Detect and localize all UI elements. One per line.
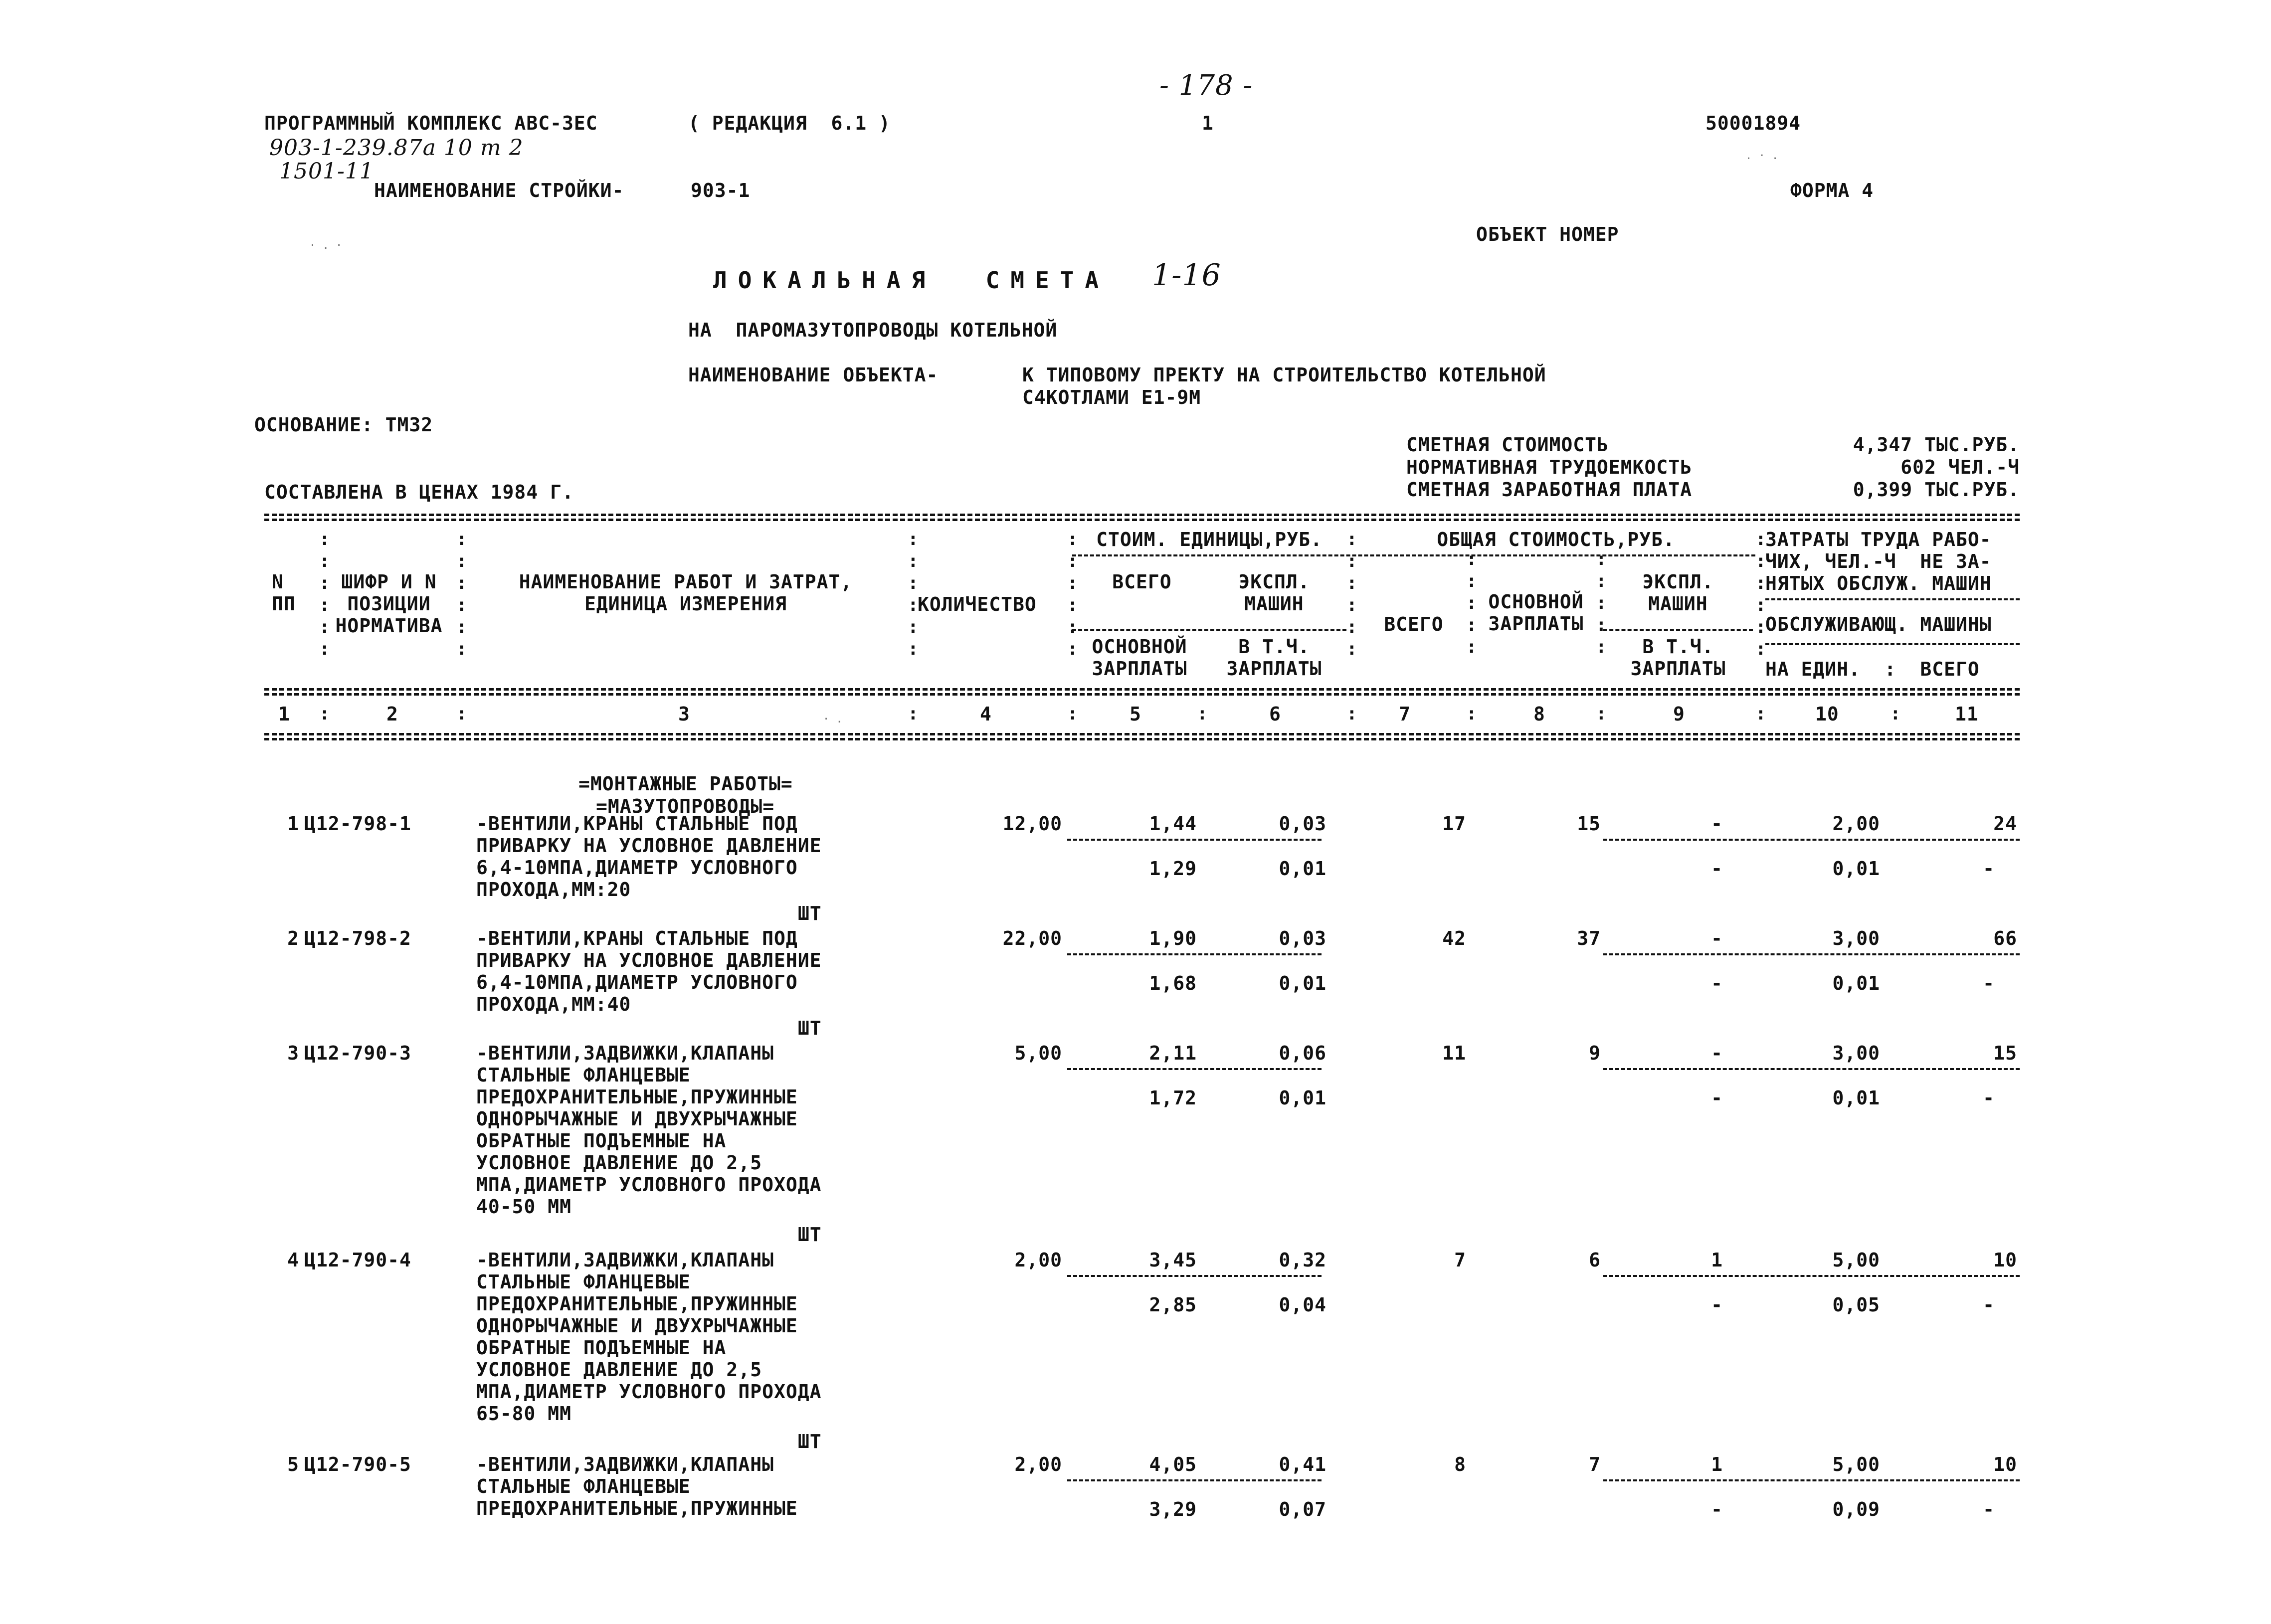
row-machine-labor-total: - [1983, 1087, 1995, 1109]
row-total-machine-wages: - [1711, 972, 1723, 994]
row-labor-total: 10 [1993, 1249, 2017, 1271]
header-col8: ОСНОВНОЙ ЗАРПЛАТЫ [1488, 591, 1584, 635]
row-labor-unit: 3,00 [1832, 1042, 1880, 1064]
numbers-bottom-rule-2 [264, 738, 2020, 740]
row-number: 2 [287, 927, 299, 949]
object-name-line1: К ТИПОВОМУ ПРЕКТУ НА СТРОИТЕЛЬСТВО КОТЕЛЬНОЙ [1022, 364, 1546, 386]
row-total-machines: - [1711, 813, 1723, 835]
row-unit-wages: 1,29 [1149, 858, 1197, 880]
column-number: 3 [678, 703, 690, 725]
header-col9a: ЭКСПЛ. МАШИН [1642, 571, 1714, 615]
row-total-machine-wages: - [1711, 1087, 1723, 1109]
row-code: Ц12-790-4 [304, 1249, 411, 1271]
col-sep: : [1466, 704, 1477, 724]
row-divider [1067, 1275, 1322, 1277]
object-name-line2: С4КОТЛАМИ Е1-9М [1022, 386, 1201, 408]
row-divider [1067, 953, 1322, 955]
row-labor-unit: 5,00 [1832, 1453, 1880, 1475]
handwritten-code-2: 1501-11 [279, 159, 374, 184]
row-unit-machines: 0,41 [1279, 1453, 1326, 1475]
summary-label-labor: НОРМАТИВНАЯ ТРУДОЕМКОСТЬ [1406, 456, 1693, 478]
row-machine-labor-unit: 0,09 [1832, 1498, 1880, 1520]
row-total-wages: 9 [1589, 1042, 1601, 1064]
row-code: Ц12-798-2 [304, 927, 411, 949]
section-subheading: =МАЗУТОПРОВОДЫ= [596, 795, 775, 817]
row-divider [1067, 839, 1322, 841]
col-sep: : : : : : : [319, 529, 330, 659]
header-inner-rule [1603, 629, 1753, 631]
col-sep: : [908, 704, 919, 724]
scan-speck: · . [823, 713, 843, 725]
object-number: ОБЪЕКТ НОМЕР [1476, 223, 1619, 245]
column-number: 1 [278, 703, 290, 725]
row-unit-total: 2,11 [1149, 1042, 1197, 1064]
col-sep: : [1067, 704, 1078, 724]
construction-label: НАИМЕНОВАНИЕ СТРОЙКИ- [374, 180, 624, 201]
row-unit: ШТ [798, 902, 822, 924]
column-number: 11 [1955, 703, 1979, 725]
row-number: 5 [287, 1453, 299, 1475]
row-number: 4 [287, 1249, 299, 1271]
summary-label-cost: СМЕТНАЯ СТОИМОСТЬ [1406, 434, 1609, 456]
column-number: 6 [1269, 703, 1281, 725]
row-total-machines: - [1711, 927, 1723, 949]
row-labor-total: 66 [1993, 927, 2017, 949]
col-sep: : [1755, 704, 1766, 724]
row-unit-machine-wages: 0,01 [1279, 1087, 1326, 1109]
row-machine-labor-unit: 0,01 [1832, 1087, 1880, 1109]
row-labor-unit: 3,00 [1832, 927, 1880, 949]
row-total-machine-wages: - [1711, 858, 1723, 880]
basis: ОСНОВАНИЕ: ТМ32 [254, 414, 433, 436]
header-inner-rule [1072, 629, 1346, 631]
header-total-cost: ОБЩАЯ СТОИМОСТЬ,РУБ. [1437, 529, 1675, 550]
header-col5a: ВСЕГО [1112, 571, 1172, 593]
estimate-subject: НА ПАРОМАЗУТОПРОВОДЫ КОТЕЛЬНОЙ [688, 319, 1058, 341]
col-sep: : : : : : : [456, 529, 467, 659]
header-col6b: В Т.Ч. ЗАРПЛАТЫ [1226, 636, 1322, 680]
row-unit-total: 1,44 [1149, 813, 1197, 835]
header-col5b: ОСНОВНОЙ ЗАРПЛАТЫ [1092, 636, 1187, 680]
row-total-machines: - [1711, 1042, 1723, 1064]
row-quantity: 2,00 [1014, 1453, 1062, 1475]
row-unit-machines: 0,06 [1279, 1042, 1326, 1064]
row-unit: ШТ [798, 1431, 822, 1452]
row-machine-labor-total: - [1983, 972, 1995, 994]
row-unit-total: 4,05 [1149, 1453, 1197, 1475]
row-unit-wages: 3,29 [1149, 1498, 1197, 1520]
row-unit-machine-wages: 0,07 [1279, 1498, 1326, 1520]
header-col9b: В Т.Ч. ЗАРПЛАТЫ [1630, 636, 1726, 680]
row-divider [1603, 953, 2020, 955]
header-labor: ЗАТРАТЫ ТРУДА РАБО- ЧИХ, ЧЕЛ.-Ч НЕ ЗА- НЯТЫХ ОБСЛУЖ. МАШИН [1765, 529, 1992, 594]
summary-label-wages: СМЕТНАЯ ЗАРАБОТНАЯ ПЛАТА [1406, 479, 1693, 501]
row-quantity: 2,00 [1014, 1249, 1062, 1271]
row-unit-machine-wages: 0,01 [1279, 858, 1326, 880]
page-number: 1 [1202, 112, 1214, 134]
row-divider [1603, 1275, 2020, 1277]
row-quantity: 5,00 [1014, 1042, 1062, 1064]
col-sep: : : : : : : [1067, 529, 1078, 659]
row-unit: ШТ [798, 1224, 822, 1246]
row-divider [1603, 1479, 2020, 1481]
row-divider [1603, 1068, 2020, 1070]
row-labor-unit: 2,00 [1832, 813, 1880, 835]
row-total: 11 [1442, 1042, 1466, 1064]
row-unit-wages: 1,68 [1149, 972, 1197, 994]
row-description: -ВЕНТИЛИ,КРАНЫ СТАЛЬНЫЕ ПОД ПРИВАРКУ НА УСЛОВНОЕ ДАВЛЕНИЕ 6,4-10МПА,ДИАМЕТР УСЛОВНОГО ПРОХОДА,ММ:20 [476, 813, 822, 901]
header-unit-cost: СТОИМ. ЕДИНИЦЫ,РУБ. [1096, 529, 1323, 550]
header-col6a: ЭКСПЛ. МАШИН [1238, 571, 1310, 615]
scan-speck: · . · [309, 239, 343, 252]
edition: ( РЕДАКЦИЯ 6.1 ) [688, 112, 891, 134]
estimate-title: ЛОКАЛЬНАЯ СМЕТА [713, 267, 1110, 294]
summary-value-cost: 4,347 ТЫС.РУБ. [1853, 434, 2020, 456]
row-total-wages: 7 [1589, 1453, 1601, 1475]
col-sep: : : : : : [1596, 549, 1607, 657]
row-description: -ВЕНТИЛИ,ЗАДВИЖКИ,КЛАПАНЫ СТАЛЬНЫЕ ФЛАНЦЕВЫЕ ПРЕДОХРАНИТЕЛЬНЫЕ,ПРУЖИННЫЕ ОДНОРЫЧАЖНЫЕ И ДВУХРЫЧАЖНЫЕ ОБРАТНЫЕ ПОДЪЕМНЫЕ НА УСЛОВНОЕ ДАВЛЕНИЕ ДО 2,5 МПА,ДИАМЕТР УСЛОВНОГО ПРОХОДА 65-80 ММ [476, 1249, 822, 1425]
row-labor-unit: 5,00 [1832, 1249, 1880, 1271]
header-col7: ВСЕГО [1384, 613, 1444, 635]
row-unit-machines: 0,32 [1279, 1249, 1326, 1271]
row-labor-total: 15 [1993, 1042, 2017, 1064]
page-number-handwritten: - 178 - [1159, 69, 1253, 102]
header-labor-machines: ОБСЛУЖИВАЮЩ. МАШИНЫ [1765, 613, 1992, 635]
document-code: 50001894 [1705, 112, 1801, 134]
column-number: 9 [1673, 703, 1685, 725]
col-sep: : [456, 704, 467, 724]
row-unit-wages: 1,72 [1149, 1087, 1197, 1109]
row-machine-labor-unit: 0,01 [1832, 972, 1880, 994]
row-total-machines: 1 [1711, 1249, 1723, 1271]
header-col3: НАИМЕНОВАНИЕ РАБОТ И ЗАТРАТ, ЕДИНИЦА ИЗМЕРЕНИЯ [519, 571, 853, 615]
form-number: ФОРМА 4 [1790, 180, 1874, 201]
row-quantity: 22,00 [1002, 927, 1062, 949]
row-divider [1067, 1479, 1322, 1481]
object-label: НАИМЕНОВАНИЕ ОБЪЕКТА- [688, 364, 939, 386]
row-labor-total: 24 [1993, 813, 2017, 835]
row-total-machine-wages: - [1711, 1498, 1723, 1520]
row-unit: ШТ [798, 1017, 822, 1039]
row-total: 8 [1454, 1453, 1466, 1475]
row-total-machine-wages: - [1711, 1294, 1723, 1316]
row-total-wages: 6 [1589, 1249, 1601, 1271]
row-quantity: 12,00 [1002, 813, 1062, 835]
construction-value: 903-1 [691, 180, 751, 201]
row-description: -ВЕНТИЛИ,КРАНЫ СТАЛЬНЫЕ ПОД ПРИВАРКУ НА УСЛОВНОЕ ДАВЛЕНИЕ 6,4-10МПА,ДИАМЕТР УСЛОВНОГО ПРОХОДА,ММ:40 [476, 927, 822, 1015]
row-total-machines: 1 [1711, 1453, 1723, 1475]
section-heading: =МОНТАЖНЫЕ РАБОТЫ= [578, 773, 793, 795]
row-divider [1067, 1068, 1322, 1070]
row-unit-machine-wages: 0,01 [1279, 972, 1326, 994]
col-sep: : [1890, 704, 1901, 724]
col-sep: : : : : : : [908, 529, 919, 659]
header-inner-rule [1765, 598, 2020, 600]
row-number: 3 [287, 1042, 299, 1064]
row-machine-labor-total: - [1983, 1294, 1995, 1316]
column-number: 4 [980, 703, 992, 725]
row-total: 7 [1454, 1249, 1466, 1271]
row-total: 17 [1442, 813, 1466, 835]
row-description: -ВЕНТИЛИ,ЗАДВИЖКИ,КЛАПАНЫ СТАЛЬНЫЕ ФЛАНЦЕВЫЕ ПРЕДОХРАНИТЕЛЬНЫЕ,ПРУЖИННЫЕ [476, 1453, 798, 1519]
row-labor-total: 10 [1993, 1453, 2017, 1475]
table-top-rule-2 [264, 519, 2020, 521]
column-number: 5 [1130, 703, 1141, 725]
col-sep: : : : : : : [1755, 529, 1766, 659]
row-code: Ц12-790-3 [304, 1042, 411, 1064]
handwritten-code: 903-1-239.87а 10 т 2 [269, 135, 524, 161]
header-inner-rule [1072, 554, 1755, 556]
row-divider [1603, 839, 2020, 841]
col-sep: : : : : : [1466, 549, 1477, 657]
header-inner-rule [1765, 643, 2020, 645]
header-col1: N ПП [272, 571, 296, 615]
header-col4: КОЛИЧЕСТВО [918, 593, 1037, 615]
column-number: 10 [1815, 703, 1839, 725]
row-unit-wages: 2,85 [1149, 1294, 1197, 1316]
column-number: 2 [386, 703, 398, 725]
row-machine-labor-total: - [1983, 1498, 1995, 1520]
col-sep: : [1346, 704, 1357, 724]
numbers-bottom-rule [264, 733, 2020, 735]
row-total-wages: 15 [1577, 813, 1601, 835]
col-sep: : : : : : : [1346, 529, 1357, 659]
row-machine-labor-unit: 0,05 [1832, 1294, 1880, 1316]
header-bottom-rule [264, 688, 2020, 691]
estimate-number-handwritten: 1-16 [1152, 258, 1221, 293]
row-total: 42 [1442, 927, 1466, 949]
row-code: Ц12-798-1 [304, 813, 411, 835]
row-unit-total: 1,90 [1149, 927, 1197, 949]
row-description: -ВЕНТИЛИ,ЗАДВИЖКИ,КЛАПАНЫ СТАЛЬНЫЕ ФЛАНЦЕВЫЕ ПРЕДОХРАНИТЕЛЬНЫЕ,ПРУЖИННЫЕ ОДНОРЫЧАЖНЫЕ И ДВУХРЫЧАЖНЫЕ ОБРАТНЫЕ ПОДЪЕМНЫЕ НА УСЛОВНОЕ ДАВЛЕНИЕ ДО 2,5 МПА,ДИАМЕТР УСЛОВНОГО ПРОХОДА 40-50 ММ [476, 1042, 822, 1218]
table-top-rule [264, 514, 2020, 516]
row-machine-labor-total: - [1983, 858, 1995, 880]
header-bottom-rule-2 [264, 693, 2020, 696]
row-unit-machine-wages: 0,04 [1279, 1294, 1326, 1316]
row-code: Ц12-790-5 [304, 1453, 411, 1475]
header-col2: ШИФР И N ПОЗИЦИИ НОРМАТИВА [335, 571, 443, 637]
column-number: 8 [1533, 703, 1545, 725]
header-col10-11: НА ЕДИН. : ВСЕГО [1765, 658, 1980, 680]
row-unit-machines: 0,03 [1279, 813, 1326, 835]
col-sep: : [1596, 704, 1607, 724]
summary-value-labor: 602 ЧЕЛ.-Ч [1900, 456, 2020, 478]
row-total-wages: 37 [1577, 927, 1601, 949]
row-number: 1 [287, 813, 299, 835]
price-basis: СОСТАВЛЕНА В ЦЕНАХ 1984 Г. [264, 481, 574, 503]
row-machine-labor-unit: 0,01 [1832, 858, 1880, 880]
col-sep: : [319, 704, 330, 724]
column-number: 7 [1399, 703, 1411, 725]
col-sep: : [1197, 704, 1208, 724]
row-unit-total: 3,45 [1149, 1249, 1197, 1271]
row-unit-machines: 0,03 [1279, 927, 1326, 949]
summary-value-wages: 0,399 ТЫС.РУБ. [1853, 479, 2020, 501]
scan-speck: . · . [1745, 150, 1779, 162]
program-name: ПРОГРАММНЫЙ КОМПЛЕКС АВС-3ЕС [264, 112, 598, 134]
